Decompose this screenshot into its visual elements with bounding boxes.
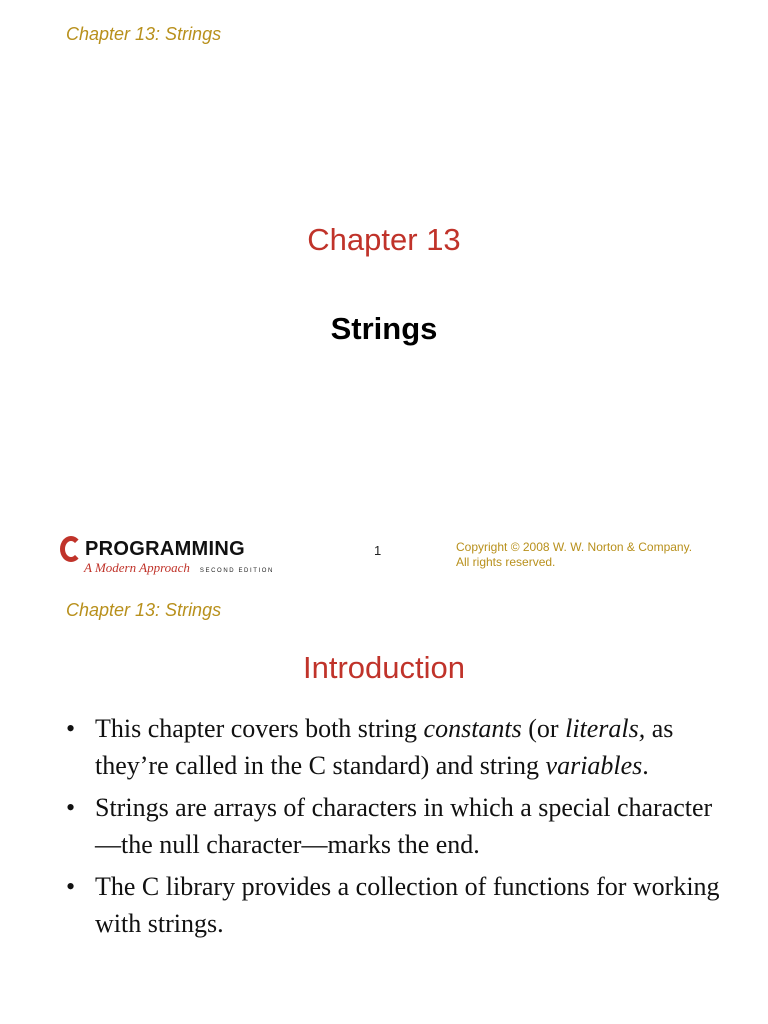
- c-letter-logo-icon: [60, 536, 82, 562]
- logo-edition: SECOND EDITION: [199, 568, 274, 574]
- bullet-emphasis: constants: [423, 714, 522, 743]
- bullet-item: [66, 789, 726, 863]
- chapter-subtitle: Strings: [330, 311, 438, 346]
- logo-wordmark: PROGRAMMING: [85, 537, 245, 560]
- page-number: 1: [374, 543, 382, 558]
- logo-tagline: A Modern Approach: [84, 560, 190, 575]
- bullet-text: .: [642, 751, 649, 780]
- slide-header: Chapter 13: Strings: [66, 24, 222, 44]
- bullet-text: as they’re called in the C standard) and string: [95, 714, 674, 780]
- bullet-item: [66, 868, 726, 942]
- bullet-text: This chapter covers both string: [95, 714, 424, 743]
- bullet-text: The C library provides a collection of functions for working with strings.: [95, 872, 720, 938]
- copyright-line: Copyright © 2008 W. W. Norton & Company.: [456, 540, 693, 554]
- bullet-list: [66, 710, 726, 947]
- slide-header: Chapter 13: Strings: [66, 600, 222, 620]
- c-programming-logo: [60, 534, 290, 578]
- chapter-title: Chapter 13: [307, 222, 461, 257]
- bullet-text: (or: [521, 714, 566, 743]
- slide-title: Introduction: [303, 650, 465, 685]
- bullet-marker: •: [66, 714, 76, 743]
- slide-introduction: [0, 576, 768, 1024]
- bullet-emphasis: literals,: [565, 714, 646, 743]
- rights-line: All rights reserved.: [456, 555, 556, 569]
- copyright-notice: [456, 540, 756, 570]
- bullet-item: [66, 710, 726, 784]
- bullet-text: Strings are arrays of characters in which a special character—the null character—marks the end.: [95, 793, 713, 859]
- bullet-emphasis: variables: [545, 751, 643, 780]
- bullet-marker: •: [66, 872, 76, 901]
- bullet-marker: •: [66, 793, 76, 822]
